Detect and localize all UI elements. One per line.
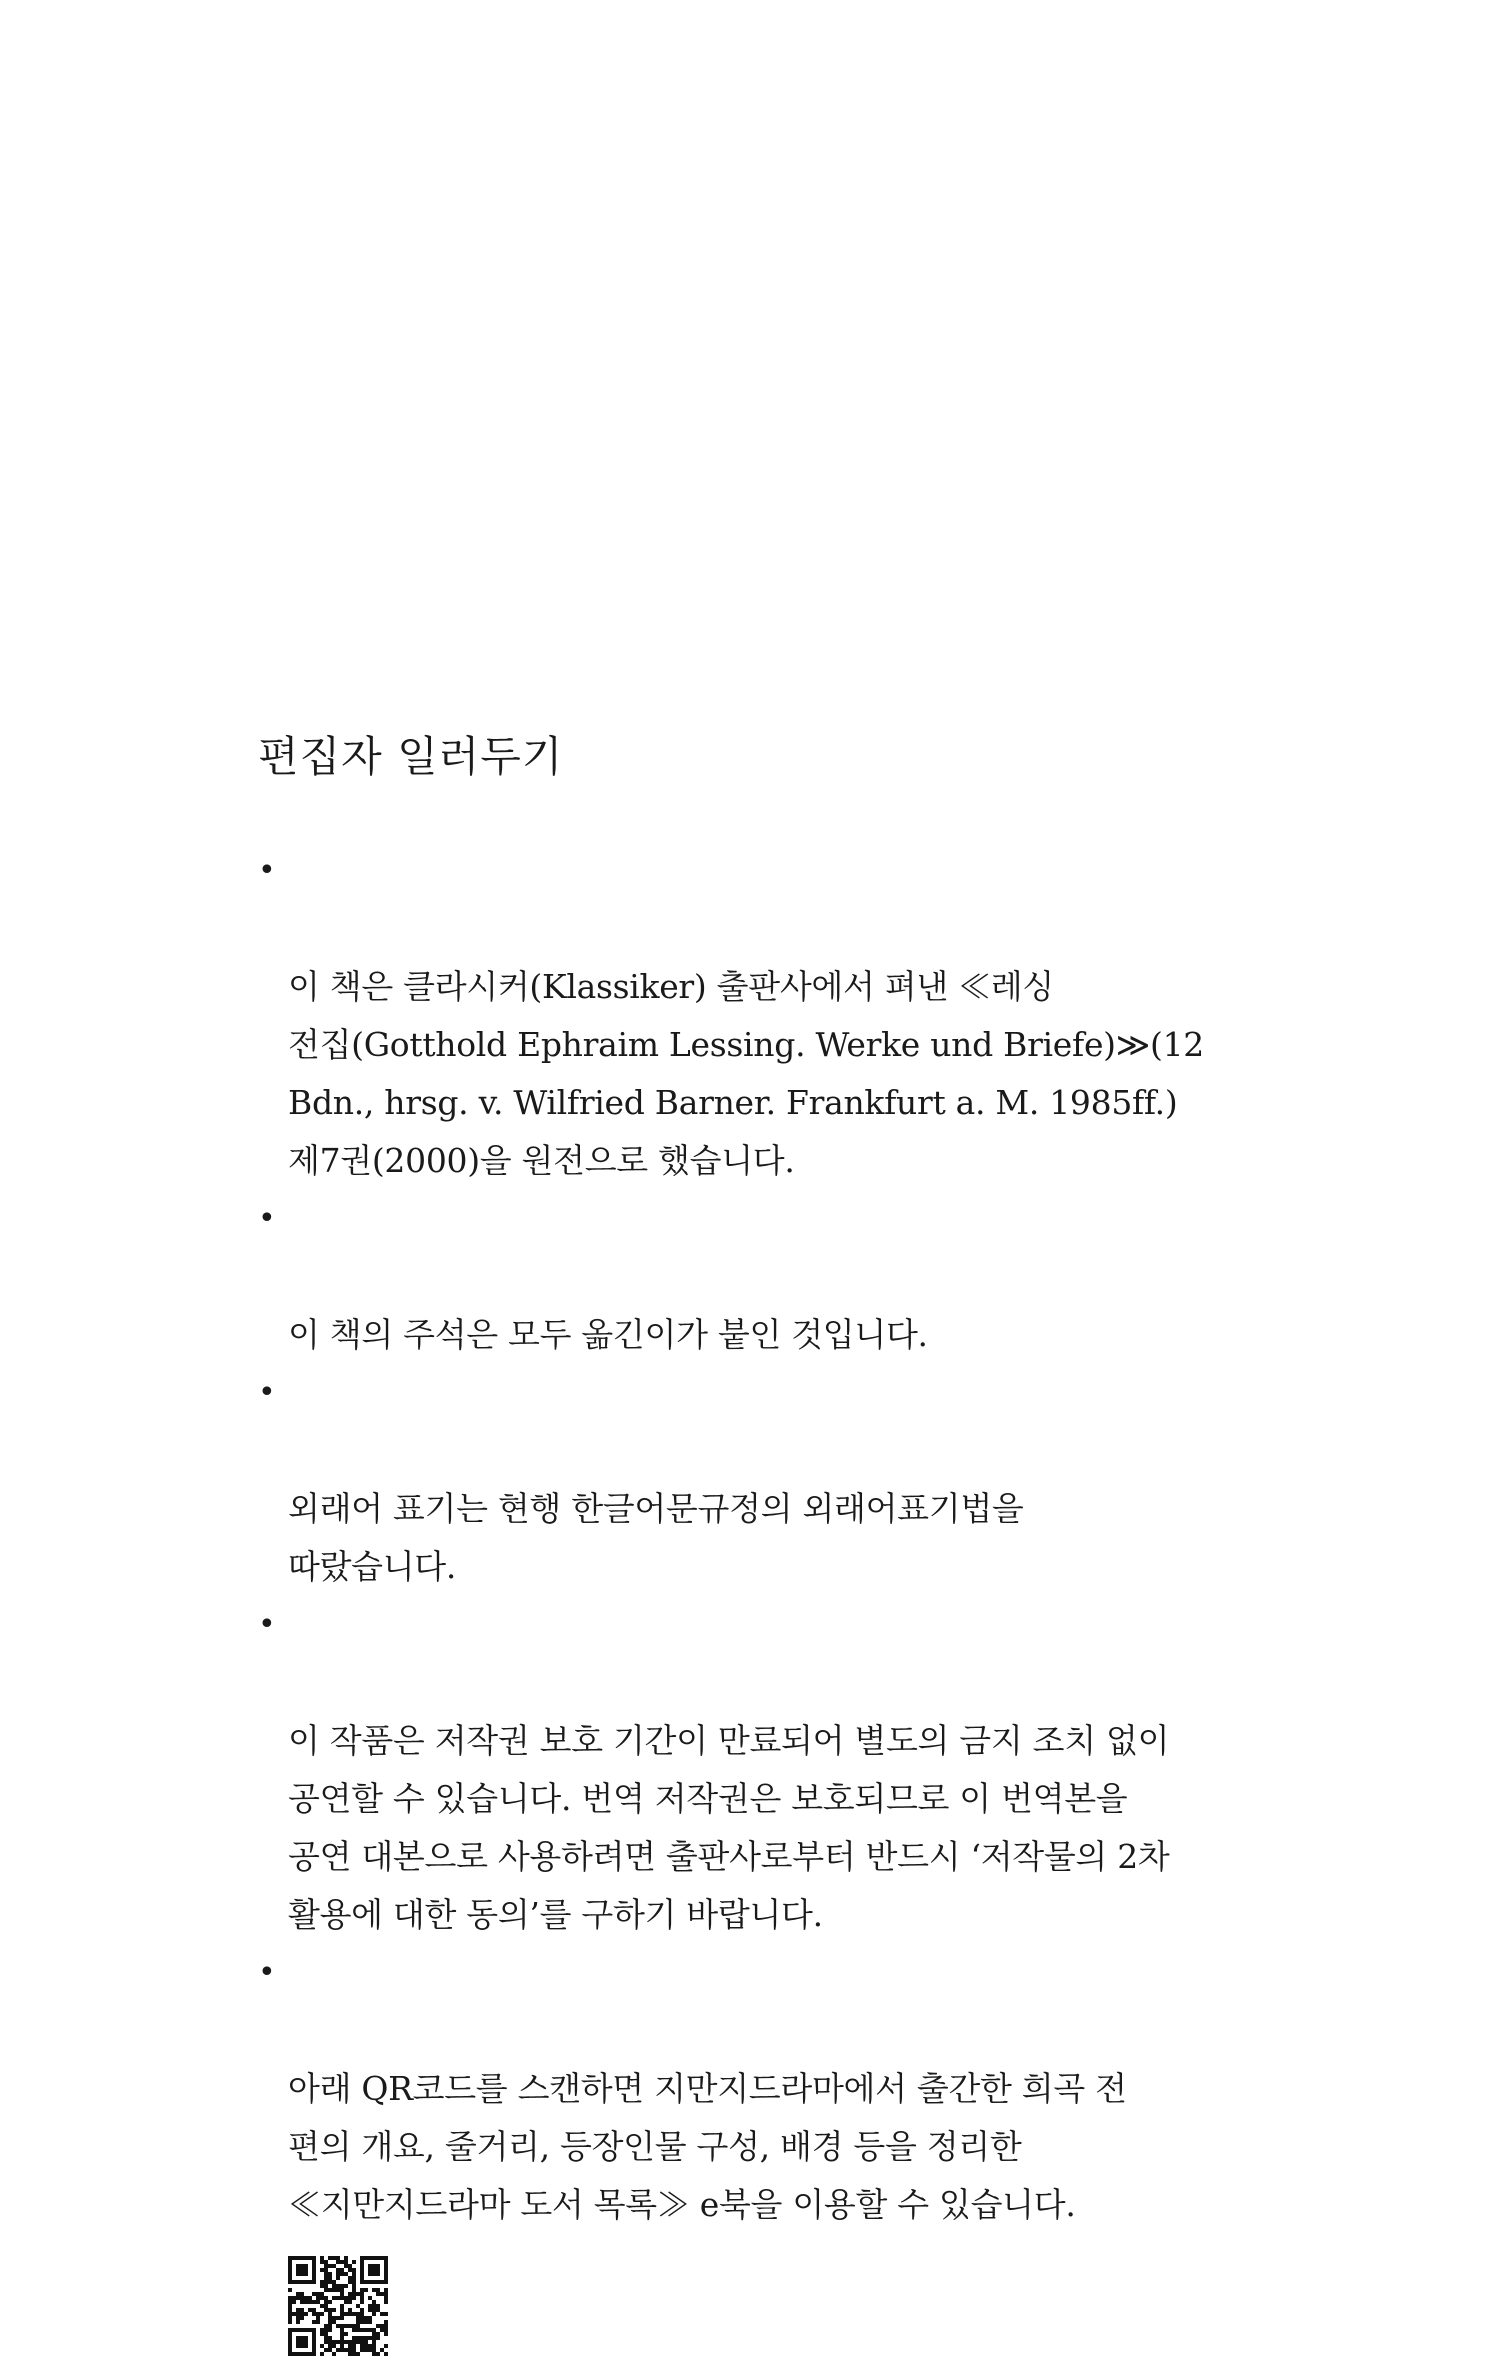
editor-notes [258,726,1258,2360]
page-title: 편집자 일러두기 [258,732,564,781]
note-text: 외래어 표기는 현행 한글어문규정의 외래어표기법을 따랐습니다. [288,1489,1024,1586]
bullet-icon: • [258,1607,276,1642]
bullet-icon: • [258,1375,276,1410]
bullet-icon: • [258,1201,276,1236]
notes-list [258,842,1258,2234]
note-text: 아래 QR코드를 스캔하면 지만지드라마에서 출간한 희곡 전 편의 개요, 줄거리, 등장인물 구성, 배경 등을 정리한 ≪지만지드라마 도서 목록≫ e북을 이용할 수 있습니다. [288,2069,1127,2224]
list-item [258,1596,1258,1944]
list-item [258,1190,1258,1364]
bullet-icon: • [258,853,276,888]
note-text: 이 책의 주석은 모두 옮긴이가 붙인 것입니다. [288,1315,928,1354]
note-text: 이 책은 클라시커(Klassiker) 출판사에서 펴낸 ≪레싱 전집(Gotthold Ephraim Lessing. Werke und Briefe)≫(12 Bdn., hrsg. v. Wilfried Barner. Frankfurt a. M. 1985ff.) 제7권(2000)을 원전으로 했습니다. [288,967,1204,1180]
bullet-icon: • [258,1955,276,1990]
qr-code-icon [288,2256,388,2356]
note-text: 이 작품은 저작권 보호 기간이 만료되어 별도의 금지 조치 없이 공연할 수 있습니다. 번역 저작권은 보호되므로 이 번역본을 공연 대본으로 사용하려면 출판사로부터 반드시 ‘저작물의 2차 활용에 대한 동의’를 구하기 바랍니다. [288,1721,1170,1934]
list-item [258,842,1258,1190]
list-item [258,1944,1258,2234]
list-item [258,1364,1258,1596]
